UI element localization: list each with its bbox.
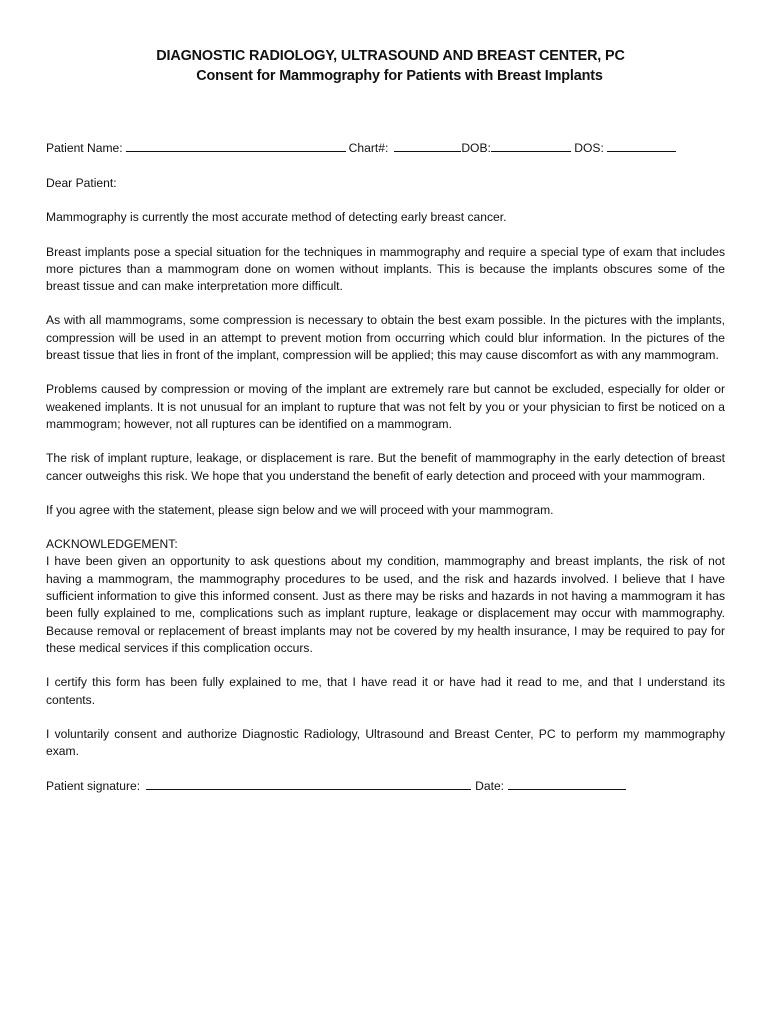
dos-label: DOS:: [574, 141, 604, 155]
paragraph-intro: Mammography is currently the most accurate method of detecting early breast cancer.: [46, 210, 507, 225]
patient-info-line: [46, 139, 725, 157]
patient-signature-label: Patient signature:: [46, 779, 141, 794]
dos-field[interactable]: [607, 139, 676, 152]
paragraph-problems: Problems caused by compression or moving of the implant are extremely rare but cannot be excluded, especially for older or weakened implants. It is not unusual for an implant to rupture that was not felt by you or your physician to first be noticed on a mammogram; however, not all ruptures can be identified on a mammogram.: [46, 382, 725, 431]
dob-field[interactable]: [491, 139, 571, 152]
paragraph-acknowledgement: I have been given an opportunity to ask questions about my condition, mammography and breast implants, the risk of not having a mammogram, the mammography procedures to be used, and the risk and hazards involved. I believe that I have sufficient information to give this informed consent. Just as there may be risks and hazards in not having a mammogram it has been fully explained to me, complications such as implant rupture, leakage or displacement may occur with mammography. Because removal or replacement of breast implants may not be covered by my health insurance, I may be required to pay for these medical services if this complication occurs.: [46, 554, 725, 655]
chart-number-label: Chart#:: [348, 141, 389, 155]
paragraph-compression: As with all mammograms, some compression is necessary to obtain the best exam possible. In the pictures with the implants, compression will be used in an attempt to prevent motion from occurring which could blur information. In the pictures of the breast tissue that lies in front of the implant, compression will be applied; this may cause discomfort as with any mammogram.: [46, 313, 725, 363]
paragraph-agree: If you agree with the statement, please sign below and we will proceed with your mammogram.: [46, 502, 554, 517]
greeting: Dear Patient:: [46, 176, 117, 190]
form-header: [46, 46, 725, 86]
date-field[interactable]: [508, 777, 626, 790]
acknowledgement-heading: ACKNOWLEDGEMENT:: [46, 537, 178, 552]
patient-name-label: Patient Name:: [46, 141, 123, 155]
signature-line: [46, 777, 725, 795]
paragraph-implants: Breast implants pose a special situation for the techniques in mammography and require a special type of exam that includes more pictures than a mammogram done on women without implants. This is because the implants obscures some of the breast tissue and can make interpretation more difficult.: [46, 244, 725, 294]
organization-name: DIAGNOSTIC RADIOLOGY, ULTRASOUND AND BREAST CENTER, PC: [156, 48, 625, 64]
patient-signature-field[interactable]: [146, 777, 471, 790]
form-title: Consent for Mammography for Patients with Breast Implants: [196, 68, 603, 84]
paragraph-risk: The risk of implant rupture, leakage, or displacement is rare. But the benefit of mammography in the early detection of breast cancer outweighs this risk. We hope that you understand the benefit of early detection and proceed with your mammogram.: [46, 451, 725, 483]
chart-number-field[interactable]: [394, 139, 461, 152]
patient-name-field[interactable]: [126, 139, 346, 152]
paragraph-consent: I voluntarily consent and authorize Diagnostic Radiology, Ultrasound and Breast Center, PC to perform my mammography exam.: [46, 726, 725, 759]
paragraph-certify: I certify this form has been fully explained to me, that I have read it or have had it read to me, and that I understand its contents.: [46, 675, 725, 707]
date-label: Date:: [475, 779, 505, 794]
dob-label: DOB:: [461, 141, 491, 155]
